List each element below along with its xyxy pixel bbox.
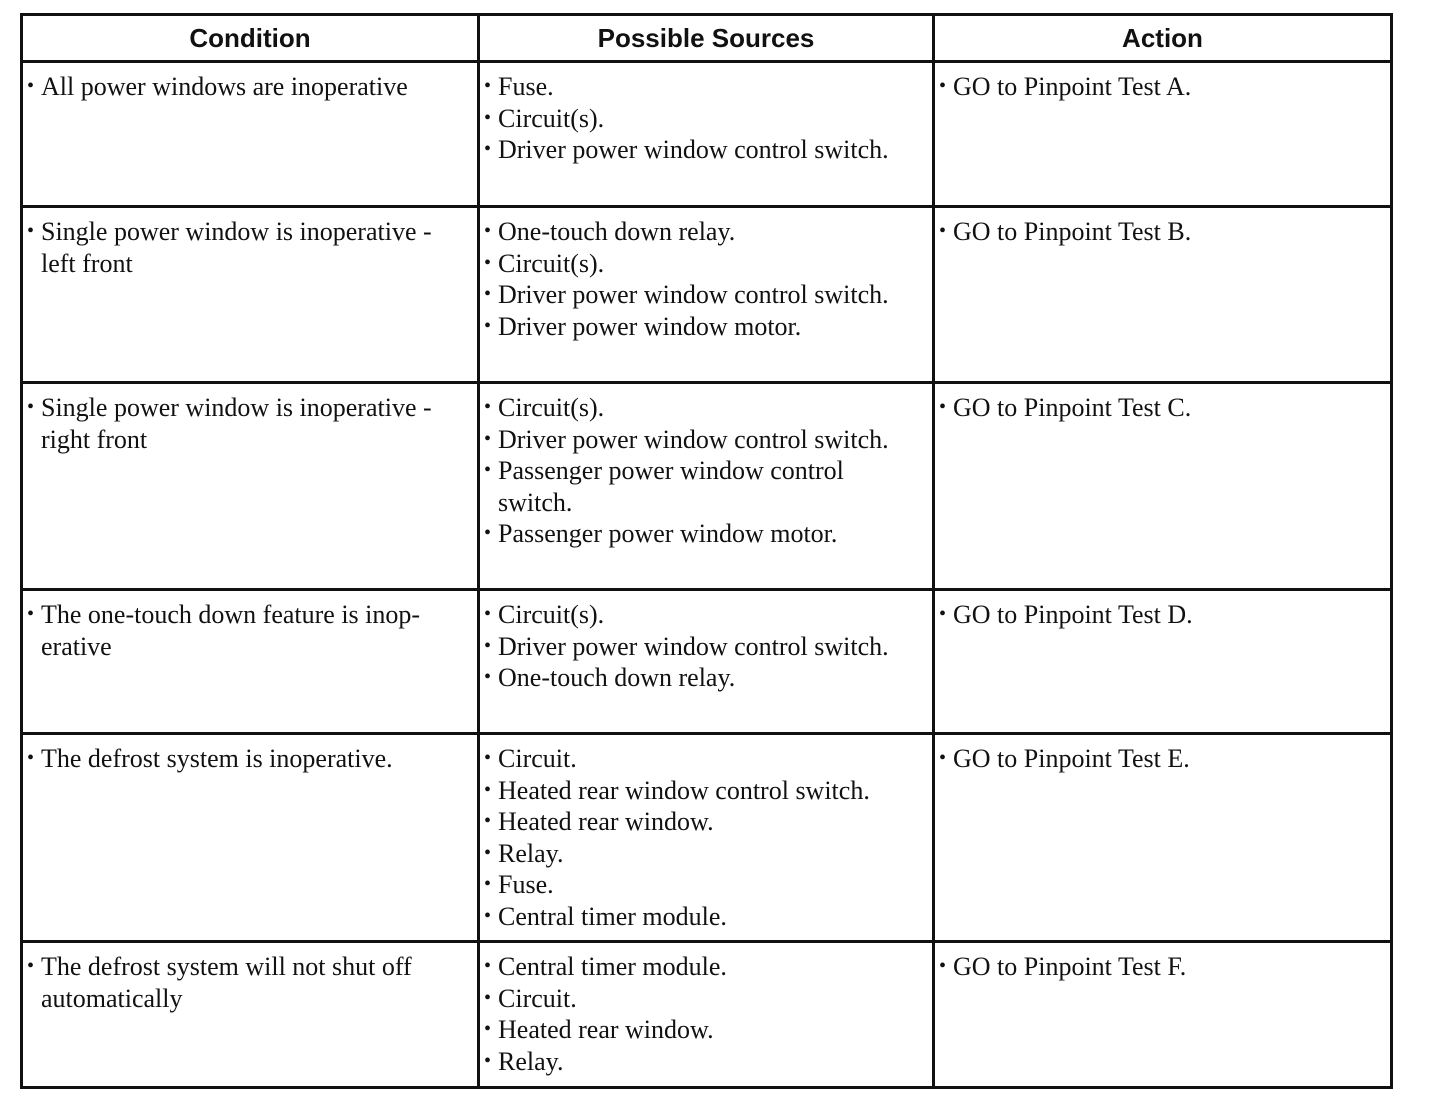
- table-header: [22, 15, 1392, 62]
- item-text: Circuit(s).: [498, 248, 605, 278]
- bullet-icon: •: [484, 220, 492, 242]
- item-text: One-touch down relay.: [498, 663, 736, 692]
- list-item: [484, 806, 924, 838]
- list-item: [484, 279, 924, 311]
- possible-sources-cell: [479, 734, 934, 942]
- item-text: GO to Pinpoint Test D.: [953, 600, 1193, 629]
- list-item: [939, 743, 1382, 775]
- bullet-icon: •: [939, 220, 947, 242]
- table-row: [22, 207, 1392, 383]
- list-item: [484, 248, 924, 280]
- condition-cell: [22, 734, 479, 942]
- list-item: [939, 392, 1382, 424]
- item-text: Circuit.: [498, 744, 577, 773]
- item-text: Driver power window control switch.: [498, 135, 889, 164]
- list-item: [484, 103, 924, 135]
- header-row: [22, 15, 1392, 62]
- item-text: Heated rear window control switch.: [498, 775, 870, 805]
- list-item: [484, 455, 924, 518]
- item-text: Driver power window control switch.: [498, 631, 889, 661]
- bullet-icon: •: [484, 396, 492, 418]
- diagnosis-table: [20, 13, 1393, 1089]
- item-text: GO to Pinpoint Test C.: [953, 393, 1192, 422]
- possible-sources-cell: [479, 62, 934, 207]
- condition-cell: [22, 942, 479, 1088]
- item-text: Circuit(s).: [498, 600, 605, 629]
- item-text: The defrost system is inoperative.: [41, 744, 393, 773]
- bullet-icon: •: [484, 75, 492, 97]
- table-body: [22, 62, 1392, 1088]
- list-item: [484, 631, 924, 663]
- table-row: [22, 734, 1392, 942]
- condition-cell: [22, 383, 479, 590]
- list-item: [484, 1046, 924, 1078]
- item-text: Fuse.: [498, 870, 554, 899]
- item-text: One-touch down relay.: [498, 217, 736, 246]
- list-item: [27, 392, 469, 455]
- bullet-icon: •: [484, 1018, 492, 1040]
- bullet-icon: •: [484, 283, 492, 305]
- item-text: GO to Pinpoint Test E.: [953, 744, 1190, 773]
- item-text: Circuit(s).: [498, 393, 605, 422]
- bullet-icon: •: [484, 459, 492, 481]
- bullet-icon: •: [484, 986, 492, 1009]
- table-row: [22, 383, 1392, 590]
- bullet-icon: •: [484, 251, 492, 274]
- list-item: [484, 71, 924, 103]
- list-item: [484, 901, 924, 933]
- bullet-icon: •: [27, 75, 35, 97]
- bullet-icon: •: [484, 666, 492, 688]
- item-text: Heated rear window.: [498, 807, 714, 836]
- possible-sources-cell: [479, 590, 934, 734]
- item-text: Driver power window control switch.: [498, 424, 889, 454]
- bullet-icon: •: [939, 603, 947, 625]
- list-item: [939, 599, 1382, 631]
- bullet-icon: •: [27, 747, 35, 769]
- list-item: [27, 599, 469, 662]
- item-text: All power windows are inoperative: [41, 72, 408, 101]
- table-row: [22, 62, 1392, 207]
- table-row: [22, 942, 1392, 1088]
- item-text: Passenger power window motor.: [498, 519, 838, 548]
- list-item: [484, 518, 924, 550]
- list-item: [484, 838, 924, 870]
- list-item: [484, 775, 924, 807]
- bullet-icon: •: [484, 841, 492, 864]
- item-text: GO to Pinpoint Test B.: [953, 217, 1192, 246]
- item-text: Driver power window control switch.: [498, 280, 889, 309]
- list-item: [27, 216, 469, 279]
- bullet-icon: •: [484, 810, 492, 832]
- item-text: The defrost system will not shut off automatically: [41, 952, 412, 1013]
- bullet-icon: •: [484, 873, 492, 895]
- bullet-icon: •: [484, 904, 492, 927]
- list-item: [27, 951, 469, 1014]
- table-row: [22, 590, 1392, 734]
- item-text: Central timer module.: [498, 952, 727, 981]
- bullet-icon: •: [27, 955, 35, 977]
- list-item: [484, 662, 924, 694]
- bullet-icon: •: [939, 75, 947, 97]
- item-text: Passenger power window control switch.: [498, 456, 844, 517]
- list-item: [939, 216, 1382, 248]
- bullet-icon: •: [484, 427, 492, 450]
- condition-cell: [22, 590, 479, 734]
- list-item: [484, 424, 924, 456]
- action-cell: [934, 590, 1392, 734]
- item-text: The one-touch down feature is inop-erative: [41, 600, 421, 661]
- bullet-icon: •: [27, 396, 35, 418]
- bullet-icon: •: [939, 955, 947, 977]
- item-text: Driver power window motor.: [498, 311, 802, 341]
- item-text: Single power window is inoperative - left front: [41, 217, 432, 278]
- list-item: [484, 311, 924, 343]
- bullet-icon: •: [484, 138, 492, 160]
- list-item: [939, 71, 1382, 103]
- condition-cell: [22, 62, 479, 207]
- item-text: Central timer module.: [498, 901, 727, 931]
- bullet-icon: •: [939, 747, 947, 769]
- item-text: Relay.: [498, 1046, 564, 1076]
- list-item: [484, 599, 924, 631]
- possible-sources-cell: [479, 207, 934, 383]
- list-item: [484, 134, 924, 166]
- possible-sources-cell: [479, 942, 934, 1088]
- item-text: Relay.: [498, 838, 564, 868]
- condition-cell: [22, 207, 479, 383]
- action-cell: [934, 942, 1392, 1088]
- possible-sources-cell: [479, 383, 934, 590]
- action-cell: [934, 383, 1392, 590]
- list-item: [27, 743, 469, 775]
- item-text: Heated rear window.: [498, 1015, 714, 1044]
- header-condition: Condition: [22, 15, 479, 62]
- bullet-icon: •: [484, 747, 492, 769]
- item-text: Single power window is inoperative - right front: [41, 393, 432, 454]
- bullet-icon: •: [484, 778, 492, 801]
- list-item: [484, 392, 924, 424]
- item-text: Circuit.: [498, 983, 577, 1013]
- bullet-icon: •: [27, 603, 35, 625]
- action-cell: [934, 62, 1392, 207]
- bullet-icon: •: [484, 106, 492, 129]
- bullet-icon: •: [484, 603, 492, 625]
- list-item: [27, 71, 469, 103]
- item-text: GO to Pinpoint Test F.: [953, 952, 1187, 981]
- list-item: [939, 951, 1382, 983]
- list-item: [484, 743, 924, 775]
- list-item: [484, 1014, 924, 1046]
- bullet-icon: •: [484, 1049, 492, 1072]
- list-item: [484, 983, 924, 1015]
- list-item: [484, 869, 924, 901]
- action-cell: [934, 207, 1392, 383]
- bullet-icon: •: [484, 955, 492, 977]
- bullet-icon: •: [27, 220, 35, 242]
- header-possible-sources: Possible Sources: [479, 15, 934, 62]
- bullet-icon: •: [484, 522, 492, 544]
- item-text: GO to Pinpoint Test A.: [953, 72, 1192, 101]
- bullet-icon: •: [484, 314, 492, 337]
- list-item: [484, 216, 924, 248]
- item-text: Circuit(s).: [498, 103, 605, 133]
- item-text: Fuse.: [498, 72, 554, 101]
- header-action: Action: [934, 15, 1392, 62]
- bullet-icon: •: [939, 396, 947, 418]
- list-item: [484, 951, 924, 983]
- action-cell: [934, 734, 1392, 942]
- bullet-icon: •: [484, 634, 492, 657]
